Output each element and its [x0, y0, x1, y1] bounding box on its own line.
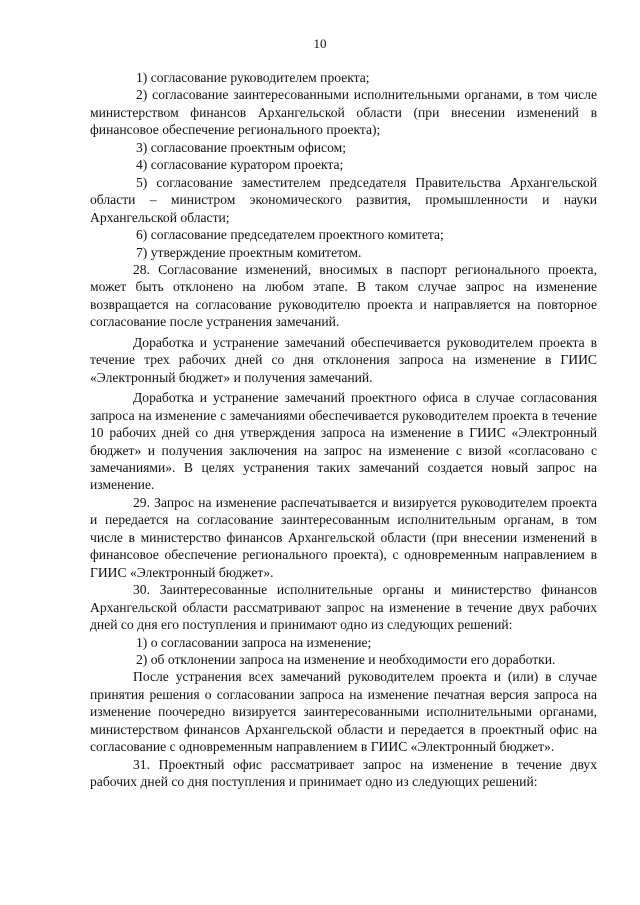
list-item: 2) согласование заинтересованными исполнительными органами, в том числе министерством финансов Архангельской области (при внесении изменений в финансовое обеспечение регионального проекта); — [90, 87, 597, 138]
list-item: 6) согласование председателем проектного комитета; — [136, 227, 444, 243]
list-item: 7) утверждение проектным комитетом. — [136, 244, 362, 260]
paragraph-clause-31: 31. Проектный офис рассматривает запрос на изменение в течение двух рабочих дней со дня поступления и принимает одно из следующих решений: — [90, 756, 597, 790]
page-number: 10 — [313, 36, 327, 51]
paragraph: Доработка и устранение замечаний проектного офиса в случае согласования запроса на изменение с замечаниями обеспечивается руководителем проекта в течение 10 рабочих дней со дня утверждения запроса на изменение в ГИИС «Электронный бюджет» и получения заключения на запрос на изменение с визой «согласовано с замечаниями». В целях устранения таких замечаний создается новый запрос на изменение. — [90, 390, 597, 493]
list-item: 5) согласование заместителем председателя Правительства Архангельской области – министром экономического развития, промышленности и науки Архангельской области; — [90, 174, 597, 225]
list-item: 2) об отклонении запроса на изменение и необходимости его доработки. — [136, 651, 556, 667]
paragraph-clause-29: 29. Запрос на изменение распечатывается и визируется руководителем проекта и передается на согласование заинтересованным исполнительным органам, в том числе в министерство финансов Архангельской области (при внесении изменений в финансовое обеспечение регионального проекта), с одновременным направлением в ГИИС «Электронный бюджет». — [90, 494, 597, 580]
list-item: 1) согласование руководителем проекта; — [136, 70, 370, 85]
document-body — [90, 69, 597, 791]
list-item: 4) согласование куратором проекта; — [136, 157, 344, 173]
paragraph: Доработка и устранение замечаний обеспечивается руководителем проекта в течение трех рабочих дней со дня отклонения запроса на изменение в ГИИС «Электронный бюджет» и получения замечаний. — [90, 334, 597, 385]
paragraph-clause-28: 28. Согласование изменений, вносимых в паспорт регионального проекта, может быть отклонено на любом этапе. В таком случае запрос на изменение возвращается на согласование руководителю проекта и направляется на повторное согласование после устранения замечаний. — [90, 261, 597, 330]
paragraph-clause-30: 30. Заинтересованные исполнительные органы и министерство финансов Архангельской области рассматривают запрос на изменение в течение двух рабочих дней со дня его поступления и принимают одно из следующих решений: — [90, 582, 597, 633]
list-item: 3) согласование проектным офисом; — [136, 139, 347, 155]
list-item: 1) о согласовании запроса на изменение; — [136, 634, 372, 650]
paragraph: После устранения всех замечаний руководителем проекта и (или) в случае принятия решения о согласовании запроса на изменение печатная версия запроса на изменение поочередно визируется заинтересованными исполнительными органами, министерством финансов Архангельской области и передается в проектный офис на согласование с одновременным направлением в ГИИС «Электронный бюджет». — [90, 669, 597, 755]
